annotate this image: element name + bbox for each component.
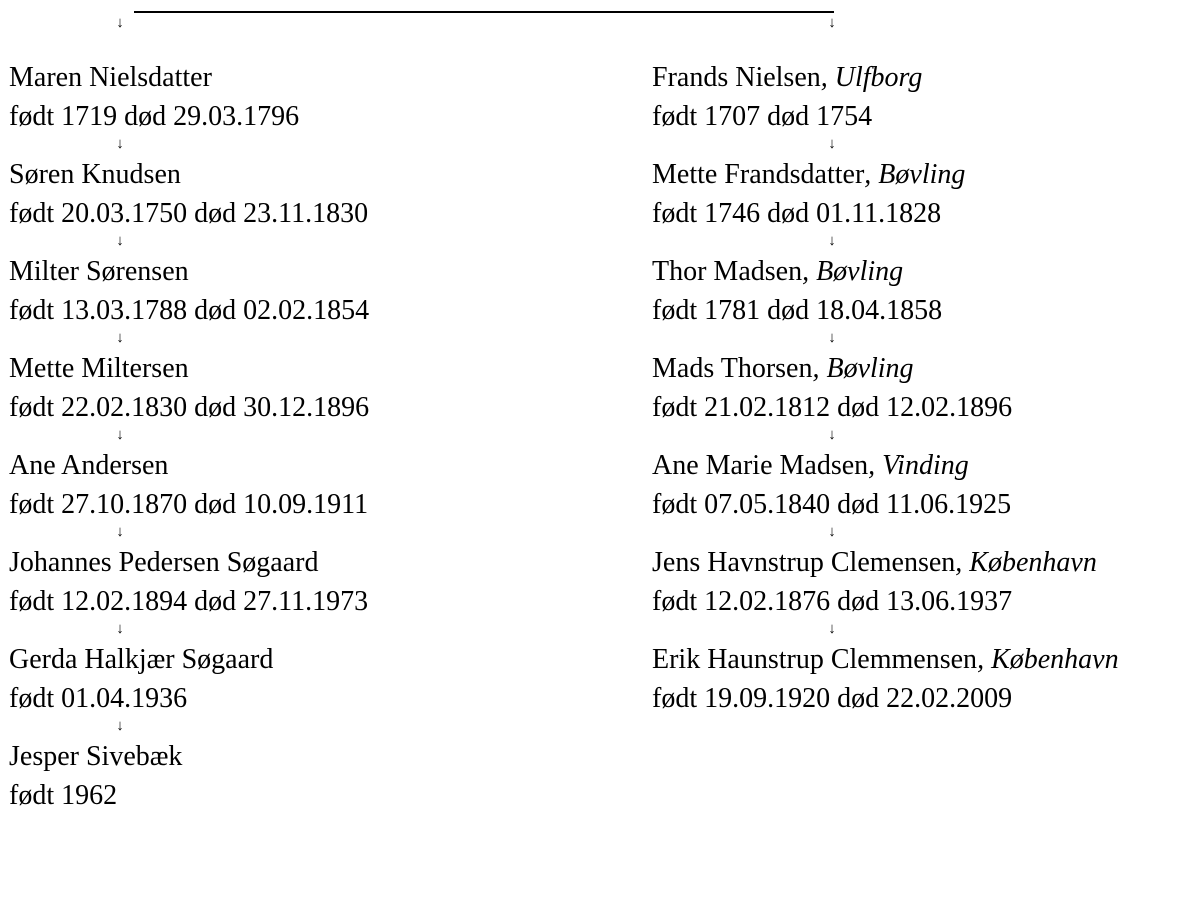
person-name: Ane Marie Madsen — [652, 450, 869, 481]
place-separator: , — [868, 450, 883, 481]
place-separator: , — [864, 159, 879, 190]
person-dates: født 19.09.1920 død 22.02.2009 — [652, 683, 1013, 714]
right-top-arrow-icon: ↓ — [828, 15, 836, 31]
left-person-entry — [9, 155, 368, 233]
person-place: Ulfborg — [834, 62, 923, 93]
left-person-entry — [9, 446, 368, 524]
place-separator: , — [812, 353, 827, 384]
person-name: Mette Frandsdatter — [652, 159, 865, 190]
person-name: Jesper Sivebæk — [9, 741, 183, 772]
left-person-entry — [9, 543, 368, 621]
person-place: Bøvling — [826, 353, 914, 384]
place-separator: , — [977, 644, 992, 675]
person-name-line — [9, 252, 369, 291]
connector-line — [134, 11, 834, 13]
person-name-line — [652, 252, 942, 291]
person-place: Bøvling — [816, 256, 904, 287]
person-dates: født 1746 død 01.11.1828 — [652, 198, 942, 229]
left-down-arrow-icon: ↓ — [116, 621, 124, 637]
left-person-entry — [9, 737, 182, 815]
person-name: Mads Thorsen — [652, 353, 813, 384]
person-name: Maren Nielsdatter — [9, 62, 212, 93]
place-separator: , — [820, 62, 835, 93]
person-place: Bøvling — [878, 159, 966, 190]
right-person-entry — [652, 155, 965, 233]
person-dates: født 1719 død 29.03.1796 — [9, 101, 300, 132]
person-dates: født 12.02.1894 død 27.11.1973 — [9, 586, 369, 617]
left-down-arrow-icon: ↓ — [116, 233, 124, 249]
person-dates: født 20.03.1750 død 23.11.1830 — [9, 198, 369, 229]
left-person-entry — [9, 252, 369, 330]
place-separator: , — [955, 547, 970, 578]
person-name-line — [652, 349, 1012, 388]
right-person-entry — [652, 640, 1119, 718]
left-down-arrow-icon: ↓ — [116, 136, 124, 152]
left-person-entry — [9, 58, 299, 136]
person-name-line — [652, 155, 965, 194]
right-person-entry — [652, 446, 1011, 524]
place-separator: , — [802, 256, 817, 287]
person-name-line — [652, 640, 1119, 679]
left-down-arrow-icon: ↓ — [116, 718, 124, 734]
person-name: Frands Nielsen — [652, 62, 821, 93]
person-name: Mette Miltersen — [9, 353, 189, 384]
person-dates: født 1962 — [9, 780, 118, 811]
right-person-entry — [652, 349, 1012, 427]
right-down-arrow-icon: ↓ — [828, 136, 836, 152]
person-place: Vinding — [882, 450, 969, 481]
left-person-entry — [9, 640, 273, 718]
person-name-line — [652, 543, 1097, 582]
right-down-arrow-icon: ↓ — [828, 427, 836, 443]
left-down-arrow-icon: ↓ — [116, 330, 124, 346]
person-name-line — [9, 737, 182, 776]
person-dates: født 22.02.1830 død 30.12.1896 — [9, 392, 370, 423]
person-name-line — [652, 58, 922, 97]
person-name: Ane Andersen — [9, 450, 169, 481]
person-name: Thor Madsen — [652, 256, 803, 287]
right-down-arrow-icon: ↓ — [828, 330, 836, 346]
person-name: Søren Knudsen — [9, 159, 181, 190]
person-dates: født 1781 død 18.04.1858 — [652, 295, 943, 326]
person-name: Gerda Halkjær Søgaard — [9, 644, 274, 675]
person-dates: født 1707 død 1754 — [652, 101, 873, 132]
person-name-line — [9, 349, 369, 388]
right-down-arrow-icon: ↓ — [828, 233, 836, 249]
person-dates: født 12.02.1876 død 13.06.1937 — [652, 586, 1013, 617]
person-name-line — [9, 543, 368, 582]
left-down-arrow-icon: ↓ — [116, 524, 124, 540]
person-dates: født 01.04.1936 — [9, 683, 188, 714]
person-name-line — [9, 446, 368, 485]
person-name-line — [9, 155, 368, 194]
person-name-line — [9, 58, 299, 97]
person-place: København — [991, 644, 1119, 675]
left-down-arrow-icon: ↓ — [116, 427, 124, 443]
person-name-line — [9, 640, 273, 679]
person-dates: født 13.03.1788 død 02.02.1854 — [9, 295, 370, 326]
right-down-arrow-icon: ↓ — [828, 621, 836, 637]
person-name: Jens Havnstrup Clemensen — [652, 547, 956, 578]
left-top-arrow-icon: ↓ — [116, 15, 124, 31]
right-person-entry — [652, 543, 1097, 621]
person-dates: født 07.05.1840 død 11.06.1925 — [652, 489, 1012, 520]
right-person-entry — [652, 252, 942, 330]
person-dates: født 21.02.1812 død 12.02.1896 — [652, 392, 1013, 423]
person-name: Johannes Pedersen Søgaard — [9, 547, 319, 578]
right-down-arrow-icon: ↓ — [828, 524, 836, 540]
person-dates: født 27.10.1870 død 10.09.1911 — [9, 489, 369, 520]
person-place: København — [969, 547, 1097, 578]
left-person-entry — [9, 349, 369, 427]
right-person-entry — [652, 58, 922, 136]
person-name: Erik Haunstrup Clemmensen — [652, 644, 978, 675]
person-name: Milter Sørensen — [9, 256, 189, 287]
person-name-line — [652, 446, 1011, 485]
